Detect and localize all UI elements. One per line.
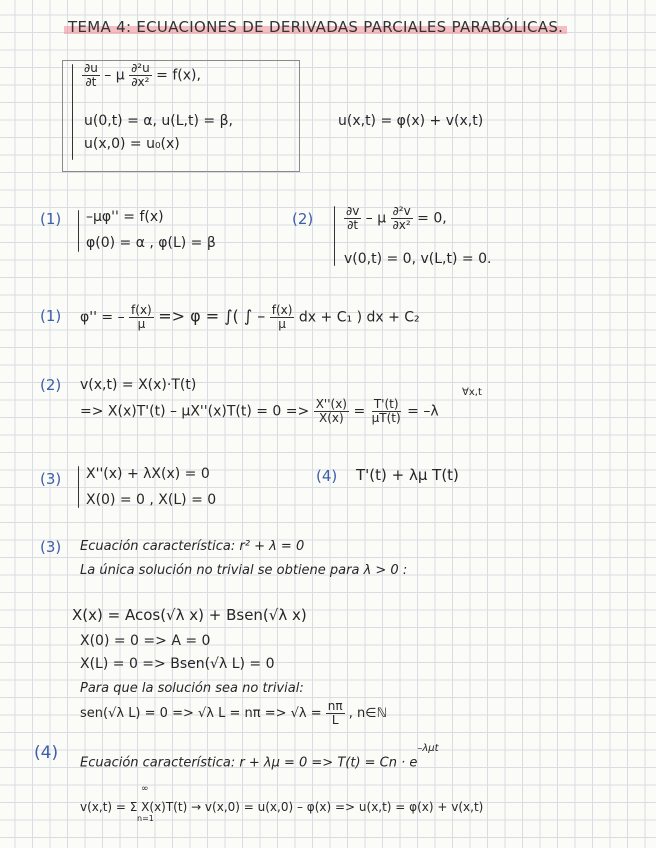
s6-line7a: sen(√λ L) = 0 => √λ L = nπ => √λ = [80, 706, 322, 721]
s1-line2: φ(0) = α , φ(L) = β [86, 235, 216, 251]
frac-num: ∂v [346, 204, 360, 218]
frac-den: ∂x² [392, 218, 411, 232]
s4-note: ∀x,t [462, 387, 482, 398]
box-eq1-rhs: = f(x), [156, 67, 201, 84]
system-brace [78, 466, 79, 508]
box-eq3: u(x,0) = u₀(x) [84, 136, 180, 152]
s7-exp: –λμt [417, 743, 439, 754]
frac-num: ∂²v [392, 204, 411, 218]
s4-line2a: => X(x)T'(t) – μX''(x)T(t) = 0 => [80, 403, 310, 420]
system-brace [334, 206, 335, 266]
box-eq1 [82, 62, 201, 89]
frac-den: ∂x² [131, 75, 150, 89]
s6-line1: Ecuación característica: r² + λ = 0 [80, 539, 305, 554]
s2-line2: v(0,t) = 0, v(L,t) = 0. [344, 251, 492, 267]
frac-num: f(x) [271, 303, 293, 317]
system-brace [78, 210, 79, 252]
s4-eq: = [353, 403, 366, 420]
decomposition: u(x,t) = φ(x) + v(x,t) [338, 113, 484, 129]
frac-den: ∂t [347, 218, 359, 232]
sum-limit-top: ∞ [141, 784, 149, 794]
s3-mid: => φ = ∫( ∫ – [158, 306, 266, 326]
section-number: (2) [292, 210, 314, 228]
section-number: (3) [40, 538, 62, 556]
s5-eq4: T'(t) + λμ T(t) [356, 466, 459, 484]
s2-rhs: = 0, [417, 210, 447, 227]
s4-line2 [80, 398, 439, 425]
s1-line1: –μφ'' = f(x) [86, 209, 164, 225]
s6-line7b: , n∈ℕ [348, 706, 387, 721]
section-number: (1) [40, 210, 62, 228]
s7-line1a: Ecuación característica: r + λμ = 0 => T(t) = Cn · e [80, 755, 418, 771]
s5-line1: X''(x) + λX(x) = 0 [86, 466, 210, 482]
frac-num: T'(t) [373, 397, 399, 411]
s3-lhs: φ'' = – [80, 309, 125, 326]
frac-den: ∂t [85, 75, 97, 89]
s2-line1 [344, 205, 447, 232]
s6-line5: X(L) = 0 => Bsen(√λ L) = 0 [80, 656, 275, 672]
s2-mid: – μ [365, 210, 387, 227]
frac-den: μ [278, 317, 286, 331]
section-number: (4) [34, 743, 59, 763]
s3-tail: dx + C₁ ) dx + C₂ [298, 309, 420, 326]
frac-den: μ [137, 317, 146, 331]
s6-line6: Para que la solución sea no trivial: [80, 681, 304, 696]
s4-line1: v(x,t) = X(x)·T(t) [80, 377, 197, 393]
s6-line4: X(0) = 0 => A = 0 [80, 633, 211, 649]
s7-line2-text: v(x,t) = Σ X(x)T(t) → v(x,0) = u(x,0) – φ(x) => u(x,t) = φ(x) + v(x,t) [80, 800, 484, 814]
section-number: (3) [40, 470, 62, 488]
box-eq2: u(0,t) = α, u(L,t) = β, [84, 113, 233, 129]
frac-den: L [331, 713, 339, 727]
section-number: (4) [316, 467, 338, 485]
frac-num: ∂²u [131, 61, 150, 75]
section-number: (2) [40, 376, 62, 394]
sum-limit-bottom: n=1 [137, 814, 154, 823]
frac-den: μT(t) [371, 411, 401, 425]
s5-line2: X(0) = 0 , X(L) = 0 [86, 492, 217, 508]
frac-den: X(x) [319, 411, 344, 425]
s3-line [80, 304, 420, 331]
s6-line7 [80, 700, 387, 727]
s6-line3: X(x) = Acos(√λ x) + Bsen(√λ x) [72, 606, 307, 624]
frac-num: ∂u [84, 61, 98, 75]
frac-num: X''(x) [315, 397, 347, 411]
box-eq1-mid: – μ [104, 67, 125, 84]
s6-line2: La única solución no trivial se obtiene para λ > 0 : [80, 563, 408, 578]
problem-brace [72, 64, 73, 160]
s4-rhs: = –λ [407, 403, 439, 420]
section-number: (1) [40, 307, 62, 325]
frac-num: nπ [327, 699, 343, 713]
page-title: TEMA 4: ECUACIONES DE DERIVADAS PARCIALES PARABÓLICAS. [64, 18, 567, 36]
frac-num: f(x) [131, 303, 152, 317]
